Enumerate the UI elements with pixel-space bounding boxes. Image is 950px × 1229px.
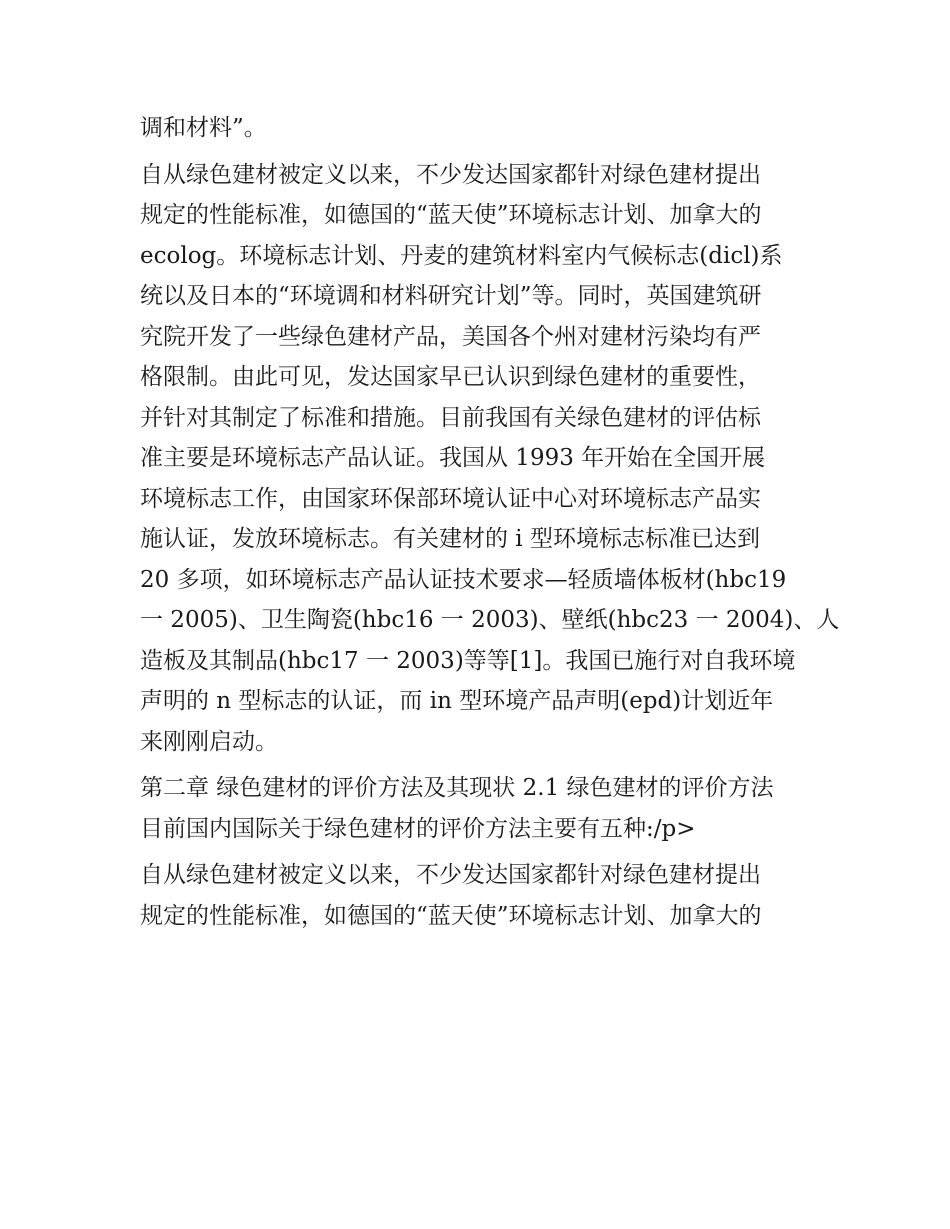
text-line-2: 自从绿色建材被定义以来，不少发达国家都针对绿色建材提出 [140, 161, 761, 188]
text-line-19: 自从绿色建材被定义以来，不少发达国家都针对绿色建材提出 [140, 862, 761, 888]
text-line-7: 格限制。由此可见，发达国家早已认识到绿色建材的重要性， [140, 364, 761, 390]
document-body [140, 108, 840, 936]
text-line-14: 造板及其制品(hbc17 一 2003)等等[1]。我国已施行对自我环境 [140, 647, 796, 674]
chapter-heading-line: 第二章 绿色建材的评价方法及其现状 2.1 绿色建材的评价方法 [140, 775, 774, 801]
text-line-15: 声明的 n 型标志的认证，而 in 型环境产品声明(epd)计划近年 [140, 688, 774, 714]
text-line-4: ecolog。环境标志计划、丹麦的建筑材料室内气候标志(dicl)系 [140, 242, 783, 269]
text-line-12: 20 多项，如环境标志产品认证技术要求—轻质墙体板材(hbc19 [140, 566, 787, 593]
text-line-18: 目前国内国际关于绿色建材的评价方法主要有五种:/p> [140, 815, 696, 842]
text-line-8: 并针对其制定了标准和措施。目前我国有关绿色建材的评估标 [140, 404, 761, 431]
text-line-13: 一 2005)、卫生陶瓷(hbc16 一 2003)、壁纸(hbc23 一 2004)、人 [140, 607, 840, 633]
text-line-1: 调和材料”。 [140, 115, 267, 141]
text-line-6: 究院开发了一些绿色建材产品，美国各个州对建材污染均有严 [140, 323, 761, 350]
text-line-3: 规定的性能标准，如德国的“蓝天使”环境标志计划、加拿大的 [140, 202, 762, 228]
text-line-5: 统以及日本的“环境调和材料研究计划”等。同时，英国建筑研 [140, 283, 762, 309]
text-line-11: 施认证，发放环境标志。有关建材的 i 型环境标志标准已达到 [140, 526, 760, 552]
text-line-20: 规定的性能标准，如德国的“蓝天使”环境标志计划、加拿大的 [140, 902, 762, 929]
text-line-10: 环境标志工作，由国家环保部环境认证中心对环境标志产品实 [140, 485, 761, 512]
text-line-16: 来刚刚启动。 [140, 728, 278, 755]
text-line-9: 准主要是环境标志产品认证。我国从 1993 年开始在全国开展 [140, 445, 766, 471]
